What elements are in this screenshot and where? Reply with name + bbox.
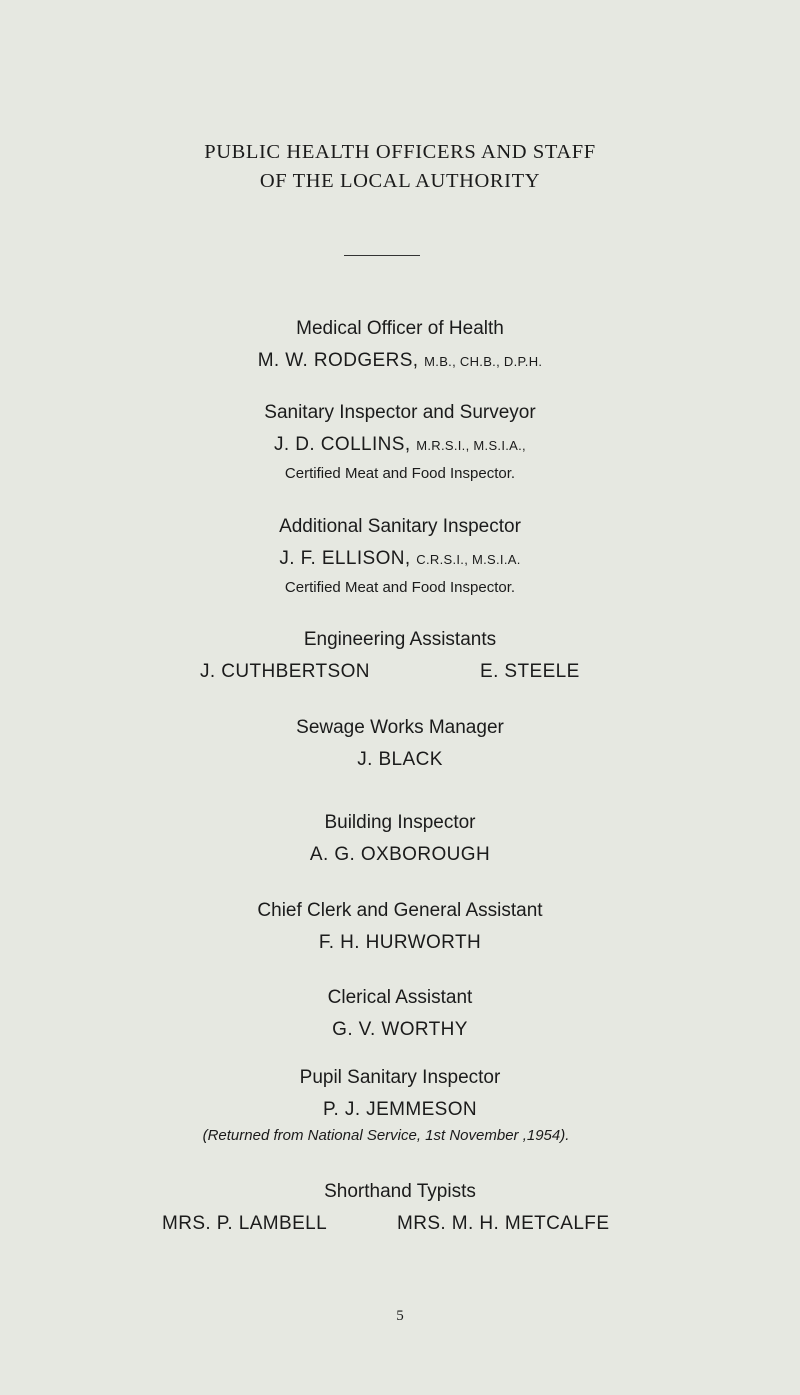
staff-name: J. BLACK xyxy=(357,749,443,770)
section-additional-inspector xyxy=(0,515,800,598)
staff-qualifications: C.R.S.I., M.S.I.A. xyxy=(416,552,521,567)
staff-name-pair xyxy=(0,1212,800,1236)
staff-name-right: MRS. M. H. METCALFE xyxy=(397,1213,610,1234)
staff-note: Certified Meat and Food Inspector. xyxy=(284,465,516,482)
section-shorthand-typists xyxy=(0,1180,800,1236)
staff-name-left: MRS. P. LAMBELL xyxy=(162,1213,328,1234)
staff-name-right: E. STEELE xyxy=(480,661,580,682)
role-title: Sanitary Inspector and Surveyor xyxy=(264,402,536,423)
role-title: Engineering Assistants xyxy=(303,629,497,650)
staff-qualifications: M.R.S.I., M.S.I.A., xyxy=(416,438,526,453)
document-heading xyxy=(0,138,800,196)
staff-name: F. H. HURWORTH xyxy=(318,932,482,953)
section-engineering-assistants xyxy=(0,628,800,684)
section-medical-officer xyxy=(0,317,800,374)
section-sewage-manager xyxy=(0,716,800,772)
role-title: Building Inspector xyxy=(324,812,476,833)
heading-line-2: OF THE LOCAL AUTHORITY xyxy=(259,170,541,192)
section-sanitary-inspector xyxy=(0,401,800,484)
staff-qualifications: M.B., CH.B., D.P.H. xyxy=(424,354,543,369)
section-clerical-assistant xyxy=(0,986,800,1042)
heading-line-1: PUBLIC HEALTH OFFICERS AND STAFF xyxy=(204,141,596,163)
staff-name-text: M. W. RODGERS, xyxy=(257,350,419,371)
section-pupil-inspector xyxy=(0,1066,800,1146)
staff-name-pair xyxy=(0,660,800,684)
role-title: Additional Sanitary Inspector xyxy=(279,516,521,537)
staff-name xyxy=(0,349,800,374)
role-title: Pupil Sanitary Inspector xyxy=(299,1067,501,1088)
staff-name-left: J. CUTHBERTSON xyxy=(200,661,370,682)
staff-name-text: J. D. COLLINS, xyxy=(274,434,411,455)
role-title: Shorthand Typists xyxy=(324,1181,476,1202)
role-title: Clerical Assistant xyxy=(327,987,473,1008)
staff-name: G. V. WORTHY xyxy=(332,1019,468,1040)
section-chief-clerk xyxy=(0,899,800,955)
staff-name xyxy=(0,433,800,458)
page-number: 5 xyxy=(396,1308,404,1324)
heading-divider xyxy=(344,255,420,256)
role-title: Medical Officer of Health xyxy=(296,318,504,339)
staff-name-text: J. F. ELLISON, xyxy=(279,548,411,569)
staff-name xyxy=(0,547,800,572)
role-title: Sewage Works Manager xyxy=(296,717,504,738)
staff-note: (Returned from National Service, 1st November ,1954). xyxy=(202,1127,570,1144)
section-building-inspector xyxy=(0,811,800,867)
staff-note: Certified Meat and Food Inspector. xyxy=(284,579,516,596)
role-title: Chief Clerk and General Assistant xyxy=(257,900,543,921)
staff-name: P. J. JEMMESON xyxy=(322,1099,478,1120)
staff-name: A. G. OXBOROUGH xyxy=(309,844,491,865)
